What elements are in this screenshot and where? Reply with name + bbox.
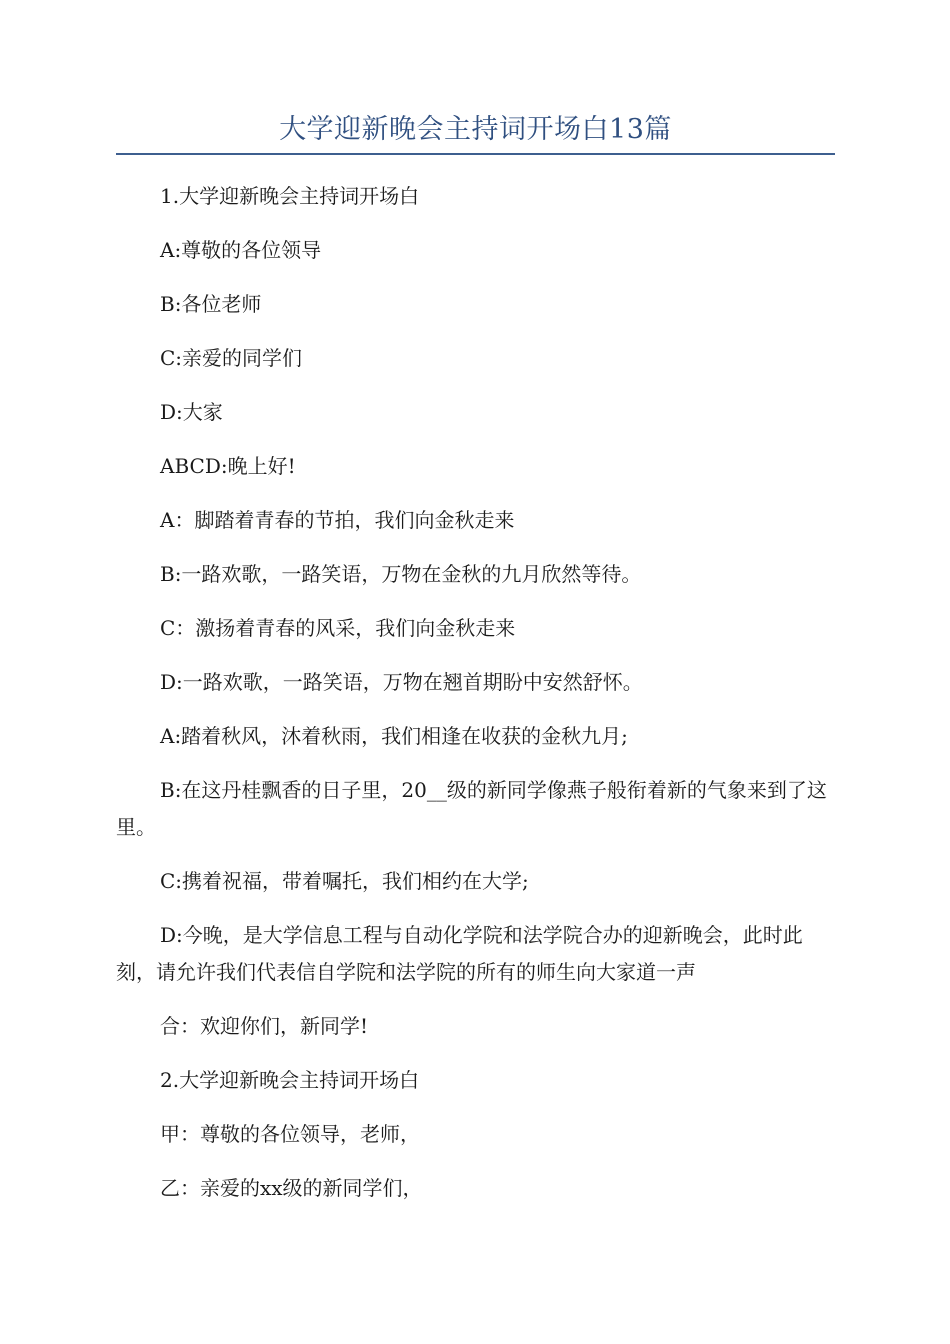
paragraph: D:今晚，是大学信息工程与自动化学院和法学院合办的迎新晚会，此时此刻，请允许我们代表信自学院和法学院的所有的师生向大家道一声 [116,923,803,984]
paragraph: B:各位老师 [160,292,262,316]
paragraph: D:大家 [160,400,223,424]
paragraph: 合：欢迎你们，新同学! [160,1014,369,1038]
paragraph: B:一路欢歌，一路笑语，万物在金秋的九月欣然等待。 [160,562,642,586]
paragraph: A：脚踏着青春的节拍，我们向金秋走来 [160,508,515,532]
paragraph: ABCD:晚上好! [160,454,296,478]
paragraph: A:尊敬的各位领导 [160,238,322,262]
section-heading-1: 1.大学迎新晚会主持词开场白 [160,184,420,208]
paragraph: B:在这丹桂飘香的日子里，20__级的新同学像燕子般衔着新的气象来到了这里。 [116,778,827,839]
paragraph: C:亲爱的同学们 [160,346,303,370]
document-body [116,178,835,1224]
paragraph: C:携着祝福，带着嘱托，我们相约在大学; [160,869,529,893]
section-heading-2: 2.大学迎新晚会主持词开场白 [160,1068,420,1092]
document-title: 大学迎新晚会主持词开场白13篇 [279,114,672,145]
paragraph: C：激扬着青春的风采，我们向金秋走来 [160,616,516,640]
paragraph: A:踏着秋风，沐着秋雨，我们相逢在收获的金秋九月; [160,724,628,748]
paragraph: 乙：亲爱的xx级的新同学们， [160,1176,423,1200]
paragraph: D:一路欢歌，一路笑语，万物在翘首期盼中安然舒怀。 [160,670,643,694]
title-underline [116,153,835,155]
paragraph: 甲：尊敬的各位领导，老师， [160,1122,420,1146]
